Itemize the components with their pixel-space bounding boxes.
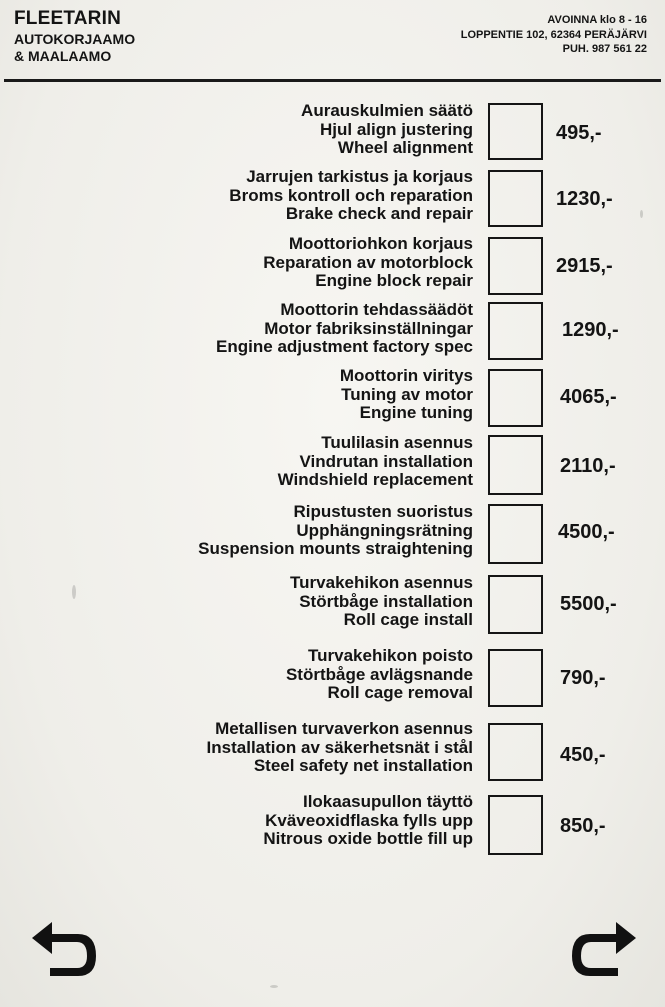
service-name-en: Brake check and repair <box>285 204 473 223</box>
service-description <box>216 301 473 357</box>
service-price: 4500,- <box>558 521 615 543</box>
service-price: 850,- <box>560 815 606 837</box>
service-row <box>0 793 665 853</box>
service-name-fi: Jarrujen tarkistus ja korjaus <box>246 167 473 186</box>
brand-name: FLEETARIN <box>14 8 121 29</box>
brand-subtitle-2: & MAALAAMO <box>14 47 112 64</box>
service-name-sv: Hjul align justering <box>319 119 473 139</box>
service-name-en: Steel safety net installation <box>253 756 473 775</box>
service-description <box>229 168 473 224</box>
forward-arrow-icon <box>566 918 638 984</box>
contact-info <box>461 13 647 57</box>
service-checkbox[interactable] <box>488 795 543 855</box>
service-name-fi: Aurauskulmien säätö <box>301 101 473 120</box>
service-name-en: Nitrous oxide bottle fill up <box>263 829 473 848</box>
service-name-fi: Moottoriohkon korjaus <box>288 234 473 253</box>
service-name-fi: Moottorin viritys <box>339 366 473 385</box>
service-name-en: Windshield replacement <box>277 470 473 489</box>
service-name-fi: Metallisen turvaverkon asennus <box>215 719 473 738</box>
service-name-sv: Vindrutan installation <box>299 451 473 471</box>
service-name-sv: Broms kontroll och reparation <box>229 185 473 205</box>
service-name-fi: Tuulilasin asennus <box>321 433 473 452</box>
service-name-en: Roll cage install <box>343 610 473 629</box>
service-name-fi: Turvakehikon poisto <box>308 646 473 665</box>
service-row <box>0 168 665 228</box>
service-price: 1230,- <box>556 188 613 210</box>
service-row <box>0 102 665 162</box>
service-name-fi: Ilokaasupullon täyttö <box>302 792 473 811</box>
service-price: 2915,- <box>556 255 613 277</box>
paper-smudge <box>270 985 278 988</box>
service-row <box>0 720 665 780</box>
service-description <box>263 793 473 849</box>
service-checkbox[interactable] <box>488 103 543 160</box>
forward-button[interactable] <box>566 918 638 984</box>
service-name-fi: Moottorin tehdassäädöt <box>280 300 473 319</box>
service-price: 2110,- <box>560 455 616 477</box>
service-name-sv: Tuning av motor <box>341 384 473 404</box>
service-checkbox[interactable] <box>488 237 543 295</box>
service-name-en: Engine block repair <box>315 271 473 290</box>
back-button[interactable] <box>30 918 102 984</box>
brand-subtitle-1: AUTOKORJAAMO <box>14 30 136 47</box>
service-row <box>0 574 665 634</box>
service-row <box>0 434 665 494</box>
service-checkbox[interactable] <box>488 649 543 707</box>
service-name-en: Suspension mounts straightening <box>198 539 473 558</box>
paper-smudge <box>72 585 76 599</box>
address: LOPPENTIE 102, 62364 PERÄJÄRVI <box>460 28 647 41</box>
service-row <box>0 301 665 361</box>
service-name-sv: Störtbåge avlägsnande <box>285 664 473 684</box>
service-description <box>340 367 473 423</box>
service-checkbox[interactable] <box>488 170 543 227</box>
service-name-en: Engine tuning <box>359 403 473 422</box>
service-name-sv: Störtbåge installation <box>299 591 473 611</box>
service-row <box>0 647 665 707</box>
service-name-en: Roll cage removal <box>327 683 473 702</box>
service-name-sv: Kväveoxidflaska fylls upp <box>265 810 473 830</box>
service-price: 790,- <box>560 667 606 689</box>
service-name-en: Wheel alignment <box>337 138 473 157</box>
service-name-fi: Ripustusten suoristus <box>293 502 473 521</box>
service-description <box>286 647 473 703</box>
service-name-en: Engine adjustment factory spec <box>216 337 473 356</box>
service-checkbox[interactable] <box>488 575 543 634</box>
service-row <box>0 367 665 427</box>
back-arrow-icon <box>30 918 102 984</box>
brand-block <box>14 8 135 64</box>
service-name-fi: Turvakehikon asennus <box>290 573 473 592</box>
service-row <box>0 503 665 563</box>
phone: PUH. 987 561 22 <box>562 43 647 55</box>
paper-smudge <box>640 210 643 218</box>
service-price: 495,- <box>556 122 602 144</box>
service-description <box>301 102 473 158</box>
service-checkbox[interactable] <box>488 504 543 564</box>
service-name-sv: Reparation av motorblock <box>263 252 473 272</box>
opening-hours: AVOINNA klo 8 - 16 <box>547 14 647 26</box>
header <box>0 0 665 82</box>
service-description <box>263 235 473 291</box>
service-price: 450,- <box>560 744 606 766</box>
service-description <box>198 503 473 559</box>
service-description <box>207 720 473 776</box>
service-checkbox[interactable] <box>488 435 543 495</box>
service-price: 5500,- <box>560 593 617 615</box>
service-price: 4065,- <box>560 386 617 408</box>
service-row <box>0 235 665 295</box>
header-divider <box>4 79 661 82</box>
service-price: 1290,- <box>562 319 619 341</box>
service-name-sv: Upphängningsrätning <box>296 520 473 540</box>
service-checkbox[interactable] <box>488 369 543 427</box>
service-checkbox[interactable] <box>488 302 543 360</box>
service-description <box>278 434 473 490</box>
service-checkbox[interactable] <box>488 723 543 781</box>
service-name-sv: Motor fabriksinställningar <box>264 318 473 338</box>
service-name-sv: Installation av säkerhetsnät i stål <box>206 737 473 757</box>
service-description <box>290 574 473 630</box>
